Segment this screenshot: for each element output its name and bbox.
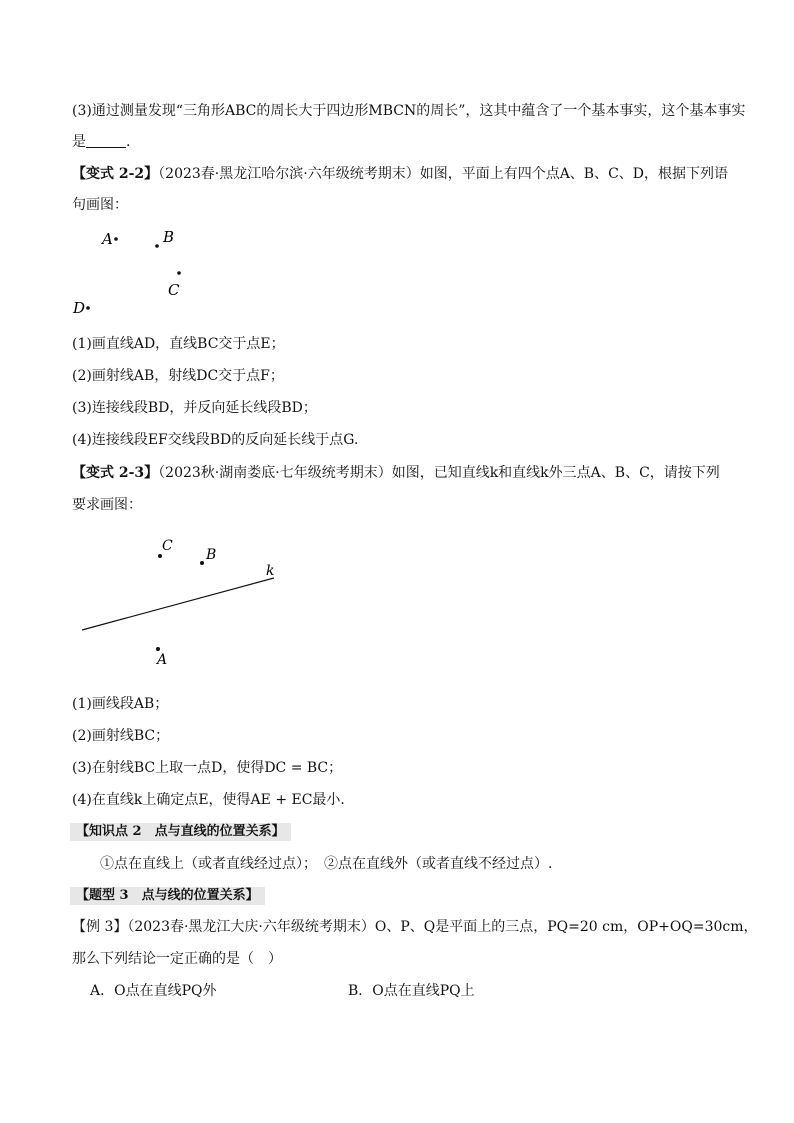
point-b <box>155 244 159 248</box>
point-a <box>156 647 160 651</box>
point-c <box>177 271 181 275</box>
point-c <box>158 554 162 558</box>
variant-2-3-heading <box>72 465 732 481</box>
variant-2-3-figure <box>70 530 300 670</box>
variant-2-2-line2: 句画图： <box>72 197 128 213</box>
variant-2-3-line1: （2023秋·湖南娄底·七年级统考期末）如图，已知直线k和直线k外三点A、B、C，请按下列 <box>158 465 720 481</box>
variant-2-3-step-1: (1)画线段AB； <box>72 696 169 712</box>
question-type-header: 【题型 3 点与线的位置关系】 <box>70 887 265 905</box>
point-d <box>86 306 90 310</box>
answer-blank[interactable] <box>86 135 126 148</box>
q3-line2-prefix: 是 <box>72 134 86 150</box>
q3-line2 <box>72 134 732 150</box>
variant-2-2-tag: 【变式 2-2】 <box>72 166 159 182</box>
variant-2-2-step-2: (2)画射线AB，射线DC交于点F； <box>72 368 284 384</box>
variant-2-2-step-4: (4)连接线段EF交线段BD的反向延长线于点G. <box>72 432 359 448</box>
label-d: D <box>73 299 86 317</box>
label-b: B <box>163 228 175 246</box>
variant-2-2-step-1: (1)画直线AD，直线BC交于点E； <box>72 336 285 352</box>
example-3-line1: 【例 3】（2023春·黑龙江大庆·六年级统考期末）O、P、Q是平面上的三点，PQ=20 cm，OP+OQ=30cm， <box>72 919 758 935</box>
variant-2-3-line2: 要求画图： <box>72 497 142 513</box>
label-k: k <box>266 563 275 579</box>
variant-2-3-tag: 【变式 2-3】 <box>72 465 159 481</box>
point-a <box>114 237 118 241</box>
q3-line2-suffix: . <box>126 134 131 150</box>
label-a: A <box>102 230 113 248</box>
label-b: B <box>206 547 217 563</box>
knowledge-point-content: ①点在直线上（或者直线经过点）； ②点在直线外（或者直线不经过点）. <box>100 856 553 872</box>
knowledge-point-header: 【知识点 2 点与直线的位置关系】 <box>70 823 291 841</box>
line-k <box>82 578 274 630</box>
example-3-line2: 那么下列结论一定正确的是（ ） <box>72 951 282 967</box>
variant-2-2-heading <box>72 166 732 182</box>
point-b <box>200 561 204 565</box>
option-b[interactable]: B．O点在直线PQ上 <box>348 983 475 999</box>
label-c: C <box>168 281 180 299</box>
variant-2-2-line1: （2023春·黑龙江哈尔滨·六年级统考期末）如图，平面上有四个点A、B、C、D，根据下列语 <box>158 166 729 182</box>
label-a: A <box>157 652 168 668</box>
variant-2-3-step-2: (2)画射线BC； <box>72 728 170 744</box>
q3-line1: (3)通过测量发现“三角形ABC的周长大于四边形MBCN的周长”，这其中蕴含了一个基本事实，这个基本事实 <box>72 103 746 119</box>
label-c: C <box>162 538 173 554</box>
variant-2-3-step-3: (3)在射线BC上取一点D，使得DC = BC； <box>72 760 343 776</box>
option-a[interactable]: A．O点在直线PQ外 <box>90 983 217 999</box>
variant-2-3-step-4: (4)在直线k上确定点E，使得AE + EC最小. <box>72 792 345 808</box>
variant-2-2-step-3: (3)连接线段BD，并反向延长线段BD； <box>72 400 317 416</box>
variant-2-2-figure <box>60 220 260 320</box>
